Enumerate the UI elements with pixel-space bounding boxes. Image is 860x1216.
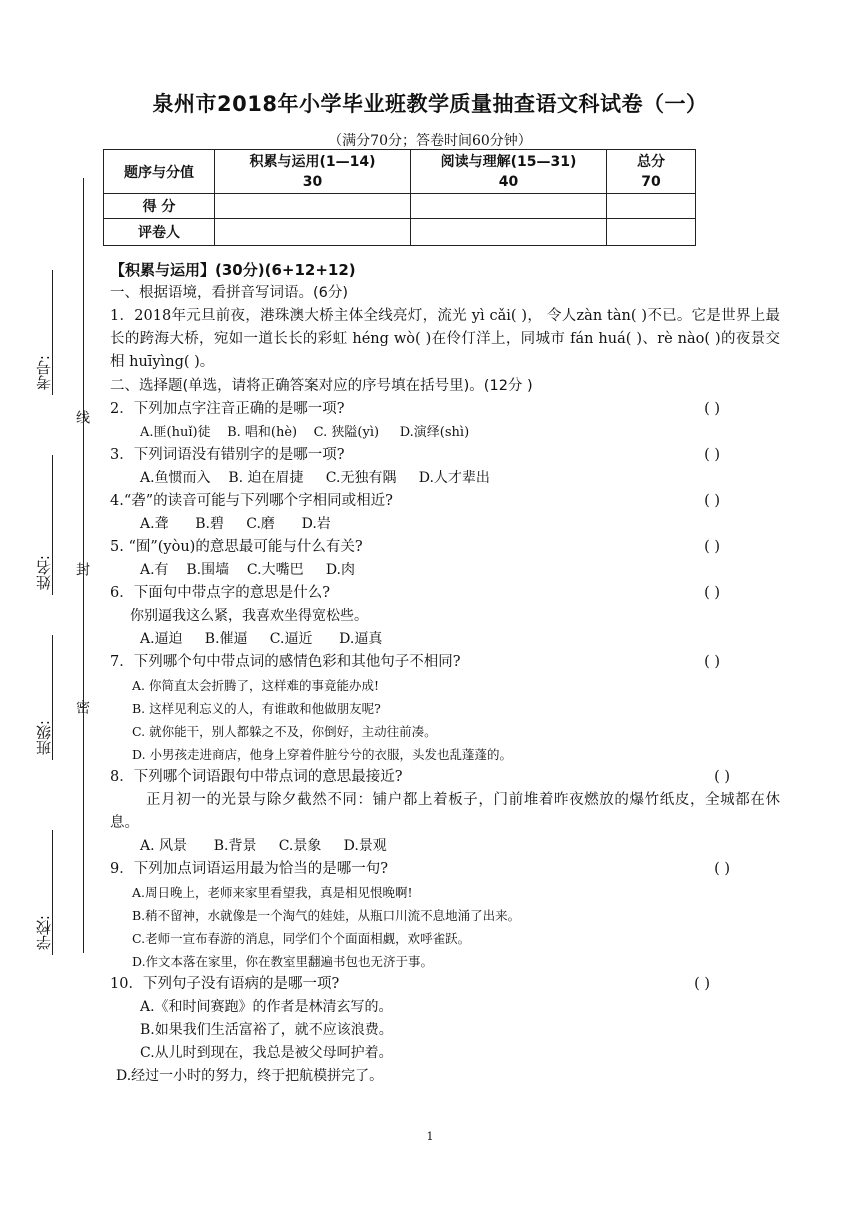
- class-label: 班级:: [35, 720, 53, 756]
- question-options: A.聋 B.碧 C.磨 D.岩: [140, 516, 331, 532]
- question-9: [110, 858, 780, 881]
- answer-bracket[interactable]: ( ): [714, 861, 730, 877]
- school-blank[interactable]: [52, 830, 53, 955]
- total-name: 总分: [637, 153, 665, 170]
- class-blank[interactable]: [52, 635, 53, 760]
- question-option: C. 就你能干，别人都躲之不及，你倒好，主动往前凑。: [132, 724, 437, 739]
- question-stem: 9．下列加点词语运用最为恰当的是哪一句?: [110, 861, 388, 877]
- name-label: 姓名:: [35, 555, 53, 591]
- grader-row-label: 评卷人: [104, 219, 215, 246]
- score-table: [103, 149, 696, 246]
- question-3: [110, 444, 780, 467]
- question-stem: 6．下面句中带点字的意思是什么?: [110, 585, 330, 601]
- score-header-part2: [411, 150, 607, 194]
- answer-bracket[interactable]: ( ): [704, 401, 720, 417]
- score-header-total: [607, 150, 696, 194]
- question-options: A.鱼惯而入 B. 迫在眉捷 C.无独有隅 D.人才辈出: [140, 470, 490, 486]
- answer-bracket[interactable]: ( ): [704, 654, 720, 670]
- part2-points: 40: [498, 173, 519, 190]
- grader-cell[interactable]: [607, 219, 696, 246]
- answer-bracket[interactable]: ( ): [704, 585, 720, 601]
- section-heading: 【积累与运用】(30分)(6+12+12): [110, 261, 356, 279]
- question-option: C.从儿时到现在，我总是被父母呵护着。: [140, 1045, 393, 1061]
- question-2: [110, 398, 780, 421]
- page-number: 1: [426, 1130, 434, 1143]
- score-cell[interactable]: [607, 194, 696, 219]
- answer-bracket[interactable]: ( ): [704, 447, 720, 463]
- part1-name: 积累与运用(1—14): [249, 153, 376, 170]
- question-stem: 8．下列哪个词语跟句中带点词的意思最接近?: [110, 769, 403, 785]
- question-10: [110, 973, 780, 996]
- question-option: D.经过一小时的努力，终于把航模拼完了。: [116, 1068, 384, 1084]
- question-option: B. 这样见利忘义的人，有谁敢和他做朋友呢?: [132, 701, 381, 716]
- name-blank[interactable]: [52, 455, 53, 595]
- seal-seal-char: 封: [74, 562, 90, 576]
- total-points: 70: [641, 173, 661, 190]
- score-cell[interactable]: [411, 194, 607, 219]
- part-one-heading: 一、根据语境，看拼音写词语。(6分): [110, 285, 349, 301]
- seal-line-char: 线: [74, 410, 90, 424]
- question-sentence: 正月初一的光景与除夕截然不同：铺户都上着板子，门前堆着昨夜燃放的爆竹纸皮，全城都在休息。: [110, 792, 780, 831]
- question-stem: 5. “囿”(yòu)的意思最可能与什么有关?: [110, 539, 363, 555]
- question-stem: 7．下列哪个句中带点词的感情色彩和其他句子不相同?: [110, 654, 461, 670]
- school-label: 学校:: [35, 915, 53, 951]
- question-8: [110, 766, 780, 789]
- question-sentence: 你别逼我这么紧，我喜欢坐得宽松些。: [130, 608, 368, 624]
- grader-cell[interactable]: [411, 219, 607, 246]
- question-option: D. 小男孩走进商店，他身上穿着件脏兮兮的衣服，头发也乱蓬蓬的。: [132, 747, 513, 762]
- question-stem: 4.“砻”的读音可能与下列哪个字相同或相近?: [110, 493, 393, 509]
- exam-content: [110, 258, 780, 1088]
- question-4: [110, 490, 780, 513]
- question-5: [110, 536, 780, 559]
- part2-name: 阅读与理解(15—31): [440, 153, 577, 170]
- question-option: A.周日晚上，老师来家里看望我，真是相见恨晚啊!: [132, 885, 413, 900]
- question-option: B.稍不留神，水就像是一个淘气的娃娃，从瓶口川流不息地涌了出来。: [132, 908, 521, 923]
- question-option: D.作文本落在家里，你在教室里翻遍书包也无济于事。: [132, 954, 434, 969]
- exam-number-label: 考号:: [35, 355, 53, 391]
- question-option: A.《和时间赛跑》的作者是林清玄写的。: [140, 999, 393, 1015]
- exam-number-blank[interactable]: [52, 270, 53, 395]
- grader-cell[interactable]: [215, 219, 411, 246]
- question-option: A. 你简直太会折腾了，这样难的事竟能办成!: [132, 678, 379, 693]
- score-row-label: 得 分: [104, 194, 215, 219]
- question-options: A.逼迫 B.催逼 C.逼近 D.逼真: [140, 631, 383, 647]
- exam-subtitle: （满分70分；答卷时间60分钟）: [328, 133, 532, 149]
- question-options: A.有 B.围墙 C.大嘴巴 D.肉: [140, 562, 355, 578]
- question-stem: 10．下列句子没有语病的是哪一项?: [110, 976, 340, 992]
- seal-secret-char: 密: [74, 700, 90, 714]
- question-stem: 3．下列词语没有错别字的是哪一项?: [110, 447, 345, 463]
- score-header-label: 题序与分值: [104, 150, 215, 194]
- exam-title: 泉州市2018年小学毕业班教学质量抽查语文科试卷（一）: [152, 92, 708, 116]
- question-7: [110, 651, 780, 674]
- question-options: A.匪(huǐ)徒 B. 唱和(hè) C. 狭隘(yì) D.演绎(shì): [140, 425, 470, 440]
- question-option: B.如果我们生活富裕了，就不应该浪费。: [140, 1022, 393, 1038]
- question-6: [110, 582, 780, 605]
- answer-bracket[interactable]: ( ): [694, 976, 710, 992]
- score-cell[interactable]: [215, 194, 411, 219]
- score-header-part1: [215, 150, 411, 194]
- answer-bracket[interactable]: ( ): [704, 539, 720, 555]
- answer-bracket[interactable]: ( ): [704, 493, 720, 509]
- question-option: C.老师一宣布春游的消息，同学们个个面面相觑，欢呼雀跃。: [132, 931, 471, 946]
- answer-bracket[interactable]: ( ): [714, 769, 730, 785]
- part1-points: 30: [302, 173, 323, 190]
- question-1: 1．2018年元旦前夜，港珠澳大桥主体全线亮灯，流光 yì cǎi( )， 令人zàn tàn( )不已。它是世界上最长的跨海大桥，宛如一道长长的彩虹 héng wò( )在伶仃洋上，同城市 fán huá( )、rè nào( )的夜景交相 huīyìng( )。: [110, 308, 780, 370]
- question-stem: 2．下列加点字注音正确的是哪一项?: [110, 401, 345, 417]
- question-options: A. 风景 B.背景 C.景象 D.景观: [140, 838, 387, 854]
- part-two-heading: 二、选择题(单选，请将正确答案对应的序号填在括号里)。(12分 ): [110, 378, 533, 394]
